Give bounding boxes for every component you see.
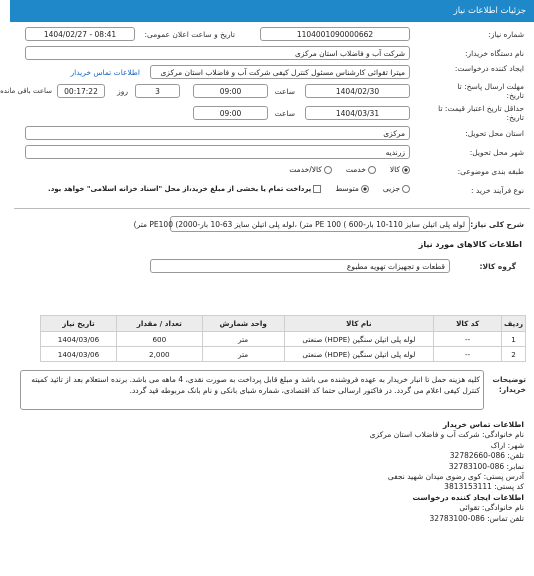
- radio-icon: [402, 185, 410, 193]
- need-number-field: 1104001090000662: [260, 27, 410, 41]
- buyer-postal: کد پستی: 3813153111: [444, 482, 524, 492]
- buyer-org: نام خانوادگی: شرکت آب و فاضلاب استان مرکزی: [369, 430, 524, 440]
- category-radio-group: [289, 165, 410, 174]
- process-medium-radio[interactable]: متوسط: [335, 184, 369, 193]
- row-name: لوله پلی اتیلن سنگین (HDPE) صنعتی: [284, 332, 434, 347]
- table-row[interactable]: [41, 332, 526, 347]
- day-label: روز: [117, 87, 128, 96]
- goods-group-field: قطعات و تجهیزات تهویه مطبوع: [150, 259, 450, 273]
- validity-label: حداقل تاریخ اعتبار قیمت: تا تاریخ:: [438, 104, 524, 122]
- col-date: تاریخ نیاز: [41, 316, 117, 332]
- validity-date-field: 1404/03/31: [305, 106, 410, 120]
- col-unit: واحد شمارش: [202, 316, 284, 332]
- remaining-time-field: 00:17:22: [57, 84, 105, 98]
- row-code: --: [434, 347, 502, 362]
- category-service-radio[interactable]: خدمت: [346, 165, 376, 174]
- row-index: 2: [502, 347, 526, 362]
- deadline-hour-label: ساعت: [274, 87, 295, 96]
- buyer-field: شرکت آب و فاضلاب استان مرکزی: [25, 46, 410, 60]
- row-qty: 2,000: [116, 347, 202, 362]
- col-code: کد کالا: [434, 316, 502, 332]
- row-name: لوله پلی اتیلن سنگین (HDPE) صنعتی: [284, 347, 434, 362]
- radio-icon: [368, 166, 376, 174]
- goods-group-label: گروه کالا:: [479, 262, 516, 271]
- process-label: نوع فرآیند خرید :: [470, 186, 524, 195]
- announce-field: 1404/02/27 - 08:41: [25, 27, 135, 41]
- validity-hour-label: ساعت: [274, 109, 295, 118]
- creator-phone: تلفن تماس: 086-32783100: [429, 513, 524, 523]
- city-field: زرندیه: [25, 145, 410, 159]
- table-row[interactable]: [41, 347, 526, 362]
- category-both-radio[interactable]: کالا/خدمت: [289, 165, 332, 174]
- creator-family: نام خانوادگی: تقوائی: [459, 503, 524, 513]
- radio-selected-icon: [361, 185, 369, 193]
- need-number-label: شماره نیاز:: [488, 30, 524, 39]
- process-radio-group: [48, 184, 410, 193]
- col-qty: تعداد / مقدار: [116, 316, 202, 332]
- deadline-label: مهلت ارسال پاسخ: تا تاریخ:: [457, 82, 524, 100]
- buyer-city: شهر: اراک: [490, 440, 524, 450]
- days-field: 3: [135, 84, 180, 98]
- goods-section-title: اطلاعات کالاهای مورد نیاز: [418, 240, 522, 249]
- row-unit: متر: [202, 347, 284, 362]
- row-unit: متر: [202, 332, 284, 347]
- creator-contact-title: اطلاعات ایجاد کننده درخواست: [412, 492, 524, 502]
- row-code: --: [434, 332, 502, 347]
- row-date: 1404/03/06: [41, 347, 117, 362]
- treasury-payment-checkbox[interactable]: پرداخت تمام یا بخشی از مبلغ خرید،از محل "اسناد خزانه اسلامی" خواهد بود.: [48, 185, 321, 193]
- summary-field: لوله پلی اتیلن سایز 110-10 بار-600 ) PE 100 متر) ،لوله پلی اتیلن سایز 63-10 بار-2000) PE100 متر): [170, 216, 470, 232]
- province-field: مرکزی: [25, 126, 410, 140]
- remaining-label: ساعت باقی مانده: [0, 87, 52, 95]
- notes-field: کلیه هزینه حمل تا انبار خریدار به عهده فروشنده می باشد و مبلغ قابل پرداخت به صورت نقدی، 4 ماهه می باشد. برنده استعلام بعد از تائید کمیته کنترل کیفی اعلام می گردد. در فاکتور ارسالی حتما کد اقتصادی، شماره شبای بانکی و نام بانک مربوطه قید گردد.: [20, 370, 484, 410]
- category-goods-radio[interactable]: کالا: [390, 165, 410, 174]
- summary-label: شرح کلی نیاز:: [470, 220, 524, 229]
- page-header: [10, 0, 534, 22]
- creator-label: ایجاد کننده درخواست:: [454, 64, 524, 73]
- table-header-row: [41, 316, 526, 332]
- radio-selected-icon: [402, 166, 410, 174]
- checkbox-icon: [313, 185, 321, 193]
- buyer-label: نام دستگاه خریدار:: [464, 49, 524, 58]
- city-label: شهر محل تحویل:: [469, 148, 524, 157]
- province-label: استان محل تحویل:: [465, 129, 524, 138]
- process-minor-radio[interactable]: جزیی: [383, 184, 410, 193]
- buyer-fax: نمابر: 086-32783100: [448, 461, 524, 471]
- validity-time-field: 09:00: [193, 106, 268, 120]
- radio-icon: [324, 166, 332, 174]
- row-date: 1404/03/06: [41, 332, 117, 347]
- deadline-date-field: 1404/02/30: [305, 84, 410, 98]
- row-index: 1: [502, 332, 526, 347]
- page-title: جزئیات اطلاعات نیاز: [453, 6, 526, 16]
- col-name: نام کالا: [284, 316, 434, 332]
- buyer-address: آدرس پستی: کوی رضوی میدان شهید نجفی: [387, 472, 524, 482]
- buyer-contact-title: اطلاعات تماس خریدار: [442, 420, 524, 429]
- row-qty: 600: [116, 332, 202, 347]
- divider: [14, 208, 530, 209]
- buyer-phone: تلفن: 086-32782660: [449, 451, 524, 461]
- announce-label: تاریخ و ساعت اعلان عمومی:: [144, 30, 235, 39]
- need-details-panel: [0, 24, 530, 254]
- deadline-time-field: 09:00: [193, 84, 268, 98]
- notes-label: توضیحات خریدار:: [492, 375, 526, 394]
- category-label: طبقه بندی موضوعی:: [457, 167, 524, 176]
- col-index: ردیف: [502, 316, 526, 332]
- buyer-contact-link[interactable]: اطلاعات تماس خریدار: [70, 68, 140, 77]
- contact-info: [370, 420, 524, 524]
- goods-table: [40, 315, 526, 362]
- creator-field: میترا تقوائی کارشناس مسئول کنترل کیفی شرکت آب و فاضلاب استان مرکزی: [150, 65, 410, 79]
